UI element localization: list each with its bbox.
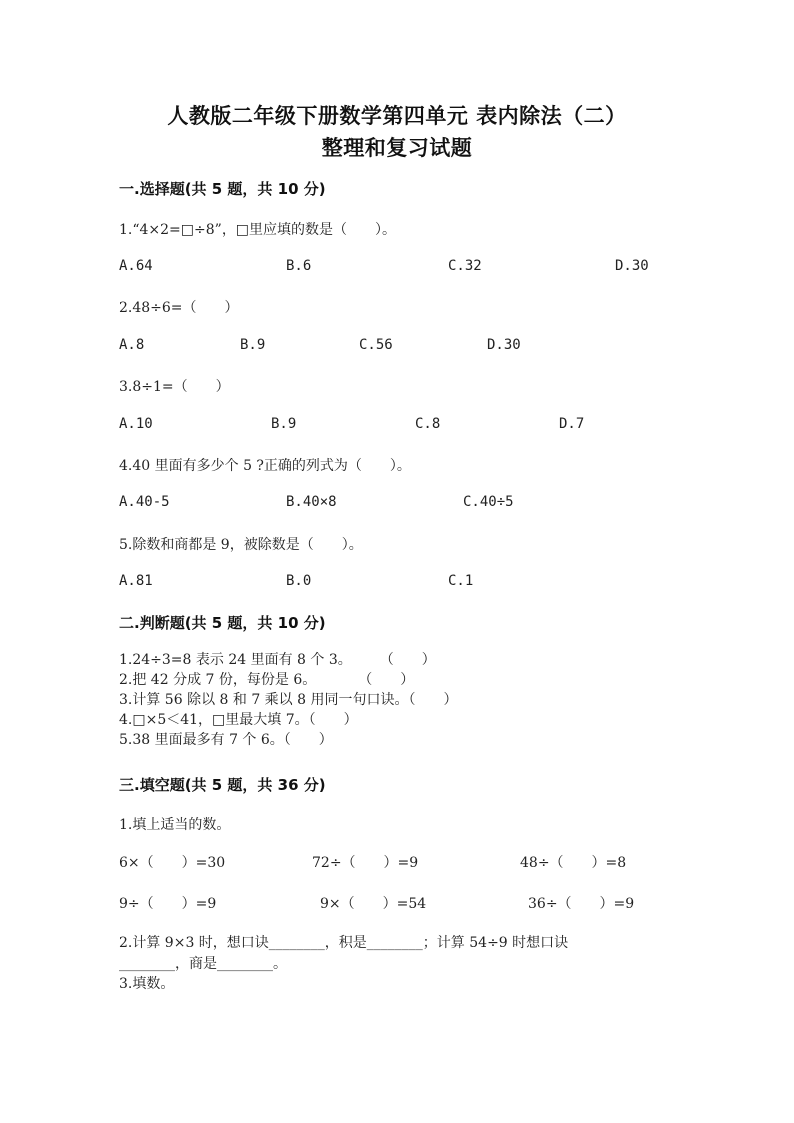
option-b: B.40×8 bbox=[286, 494, 337, 510]
fill-blank-question: 2.计算 9×3 时，想口诀________，积是________；计算 54÷9 时想口诀 bbox=[119, 935, 569, 951]
option-c: C.1 bbox=[448, 573, 474, 589]
option-b: B.0 bbox=[286, 573, 312, 589]
section-heading-choice: 一.选择题(共 5 题，共 10 分) bbox=[119, 180, 326, 198]
option-c: C.8 bbox=[415, 416, 441, 432]
question-stem: 3.8÷1=（ ） bbox=[119, 379, 230, 395]
option-d: D.30 bbox=[487, 337, 521, 353]
option-d: D.7 bbox=[559, 416, 585, 432]
judgment-item: 1.24÷3=8 表示 24 里面有 8 个 3。 （ ） bbox=[119, 652, 436, 668]
option-c: C.56 bbox=[359, 337, 393, 353]
option-b: B.9 bbox=[240, 337, 266, 353]
question-stem: 3.填数。 bbox=[119, 976, 175, 992]
title-line-2: 整理和复习试题 bbox=[321, 135, 473, 160]
option-a: A.10 bbox=[119, 416, 153, 432]
option-b: B.9 bbox=[271, 416, 297, 432]
fill-blank-question-cont: ________，商是________。 bbox=[119, 956, 287, 972]
fill-blank-expression: 36÷（ ）=9 bbox=[528, 896, 635, 912]
fill-blank-expression: 9÷（ ）=9 bbox=[119, 896, 217, 912]
question-stem: 2.48÷6=（ ） bbox=[119, 300, 239, 316]
judgment-item: 5.38 里面最多有 7 个 6。（ ） bbox=[119, 732, 333, 748]
option-a: A.40-5 bbox=[119, 494, 170, 510]
option-d: D.30 bbox=[615, 258, 649, 274]
question-stem: 5.除数和商都是 9，被除数是（ ）。 bbox=[119, 537, 363, 553]
judgment-item: 2.把 42 分成 7 份，每份是 6。 （ ） bbox=[119, 672, 415, 688]
option-a: A.8 bbox=[119, 337, 145, 353]
fill-blank-expression: 48÷（ ）=8 bbox=[520, 855, 627, 871]
option-c: C.40÷5 bbox=[463, 494, 514, 510]
option-c: C.32 bbox=[448, 258, 482, 274]
option-a: A.64 bbox=[119, 258, 153, 274]
fill-blank-expression: 9×（ ）=54 bbox=[320, 896, 427, 912]
fill-blank-expression: 6×（ ）=30 bbox=[119, 855, 226, 871]
question-stem: 1.“4×2=□÷8”，□里应填的数是（ ）。 bbox=[119, 222, 397, 238]
section-heading-judgment: 二.判断题(共 5 题，共 10 分) bbox=[119, 614, 326, 632]
judgment-item: 4.□×5＜41，□里最大填 7。（ ） bbox=[119, 712, 358, 728]
question-stem: 4.40 里面有多少个 5 ?正确的列式为（ ）。 bbox=[119, 458, 411, 474]
fill-blank-expression: 72÷（ ）=9 bbox=[312, 855, 419, 871]
option-b: B.6 bbox=[286, 258, 312, 274]
section-heading-fill-in: 三.填空题(共 5 题，共 36 分) bbox=[119, 776, 326, 794]
title-line-1: 人教版二年级下册数学第四单元 表内除法（二） bbox=[167, 103, 627, 128]
question-stem: 1.填上适当的数。 bbox=[119, 817, 231, 833]
option-a: A.81 bbox=[119, 573, 153, 589]
judgment-item: 3.计算 56 除以 8 和 7 乘以 8 用同一句口诀。（ ） bbox=[119, 692, 458, 708]
